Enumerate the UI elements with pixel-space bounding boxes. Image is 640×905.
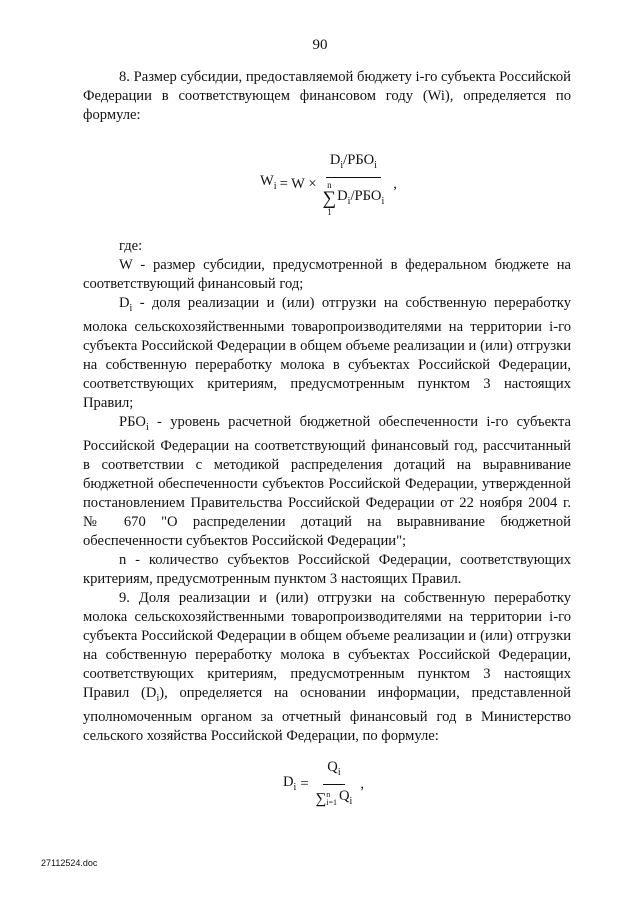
formula-di-fraction [316,758,353,811]
formula-wi: $W_i$ = W × $D_i/РБО_i$ n ∑ 1 $D_i/РБО_i$ , [260,152,397,217]
formula-di-denominator: ∑ n i=1 $Q_i$ [315,788,353,808]
formula-di: $D_i$ = $Q_i$ ∑ n i=1 $Q_i$ , [283,760,571,810]
formula-wi-lhs: $W_i$ [260,173,277,192]
definition-d: $D_i$ - доля реализации и (или) отгрузки на собственную переработку молока сельскохозяйственными товаропроизводителями на территории i-го субъекта Российской Федерации в общем объеме реализации и (или) отгрузки на собственную переработку молока в субъектах Российской Федерации, соответствующих критериям, предусмотренным пунктом 3 настоящих Правил; [83,295,571,411]
where-label: где: [119,238,143,254]
formula-wi-denominator: n ∑ 1 $D_i/РБО_i$ [322,179,385,217]
sum-symbol: n ∑ 1 [322,179,337,217]
footer-filename: 27112524.doc [41,858,98,868]
definition-rbo: $РБО_i$ - уровень расчетной бюджетной обеспеченности i-го субъекта Российской Федерации на соответствующий финансовый год, рассчитанный в соответствии с методикой распределения дотаций на выравнивание бюджетной обеспеченности субъектов Российской Федерации, утвержденной постановлением Правительства Российской Федерации от 22 ноября 2004 г. № 670 "О распределении дотаций на выравнивание бюджетной обеспеченности субъектов Российской Федерации"; [83,413,571,549]
definition-w: W - размер субсидии, предусмотренной в федеральном бюджете на соответствующий финансовый год; [83,257,571,292]
document-body [83,68,571,810]
clause-9-text: 9. Доля реализации и (или) отгрузки на собственную переработку молока сельскохозяйственными товаропроизводителями на территории i-го субъекта Российской Федерации в общем объеме реализации и (или) отгрузки на собственную переработку молока в субъектах Российской Федерации, соответствующих критериям, предусмотренным пунктом 3 настоящих Правил $(D_i)$, определяется на основании информации, представленной уполномоченным органом за отчетный финансовый год в Министерство сельского хозяйства Российской Федерации, по формуле: [83,589,571,744]
definition-n: n - количество субъектов Российской Федерации, соответствующих критериям, предусмотренным пунктом 3 настоящих Правил. [83,551,571,587]
formula-wi-numerator: $D_i/РБО_i$ [326,151,381,178]
clause-8-intro: 8. Размер субсидии, предоставляемой бюджету i-го субъекта Российской Федерации в соответствующем финансовом году (Wi), определяется по формуле: [83,69,571,123]
page-number: 90 [312,37,328,53]
formula-wi-fraction [323,151,385,217]
formula-di-lhs: $D_i$ [283,773,297,793]
formula-di-numerator: $Q_i$ [323,758,344,785]
sum-symbol: ∑ [315,790,327,807]
formula-wi-eq: = W × [279,175,317,192]
